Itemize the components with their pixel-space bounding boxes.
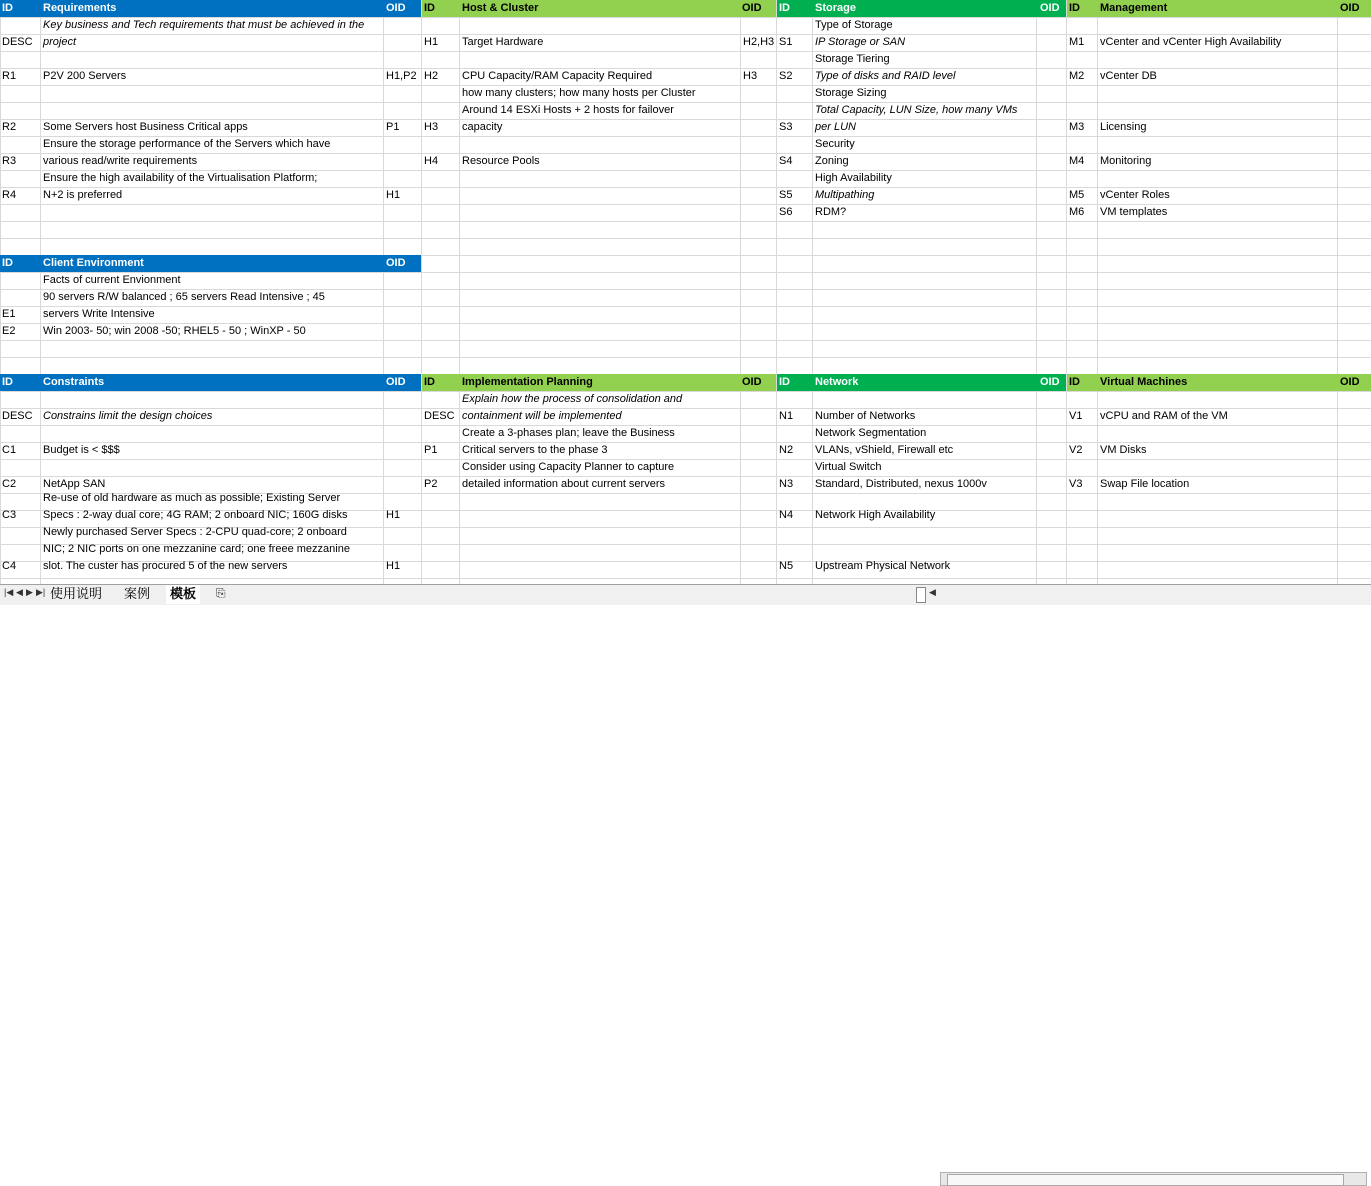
cell[interactable]: H3 <box>424 121 439 133</box>
cell[interactable]: NIC; 2 NIC ports on one mezzanine card; one freee mezzanine <box>43 543 350 555</box>
cell[interactable]: C3 <box>2 509 17 521</box>
host-cluster-header: ID Host & Cluster OID <box>422 0 776 17</box>
cell[interactable]: DESC <box>424 410 455 422</box>
virtual-machines-header: ID Virtual Machines OID <box>1067 374 1371 391</box>
sheet-tab-example[interactable]: 案例 <box>124 586 151 601</box>
cell[interactable]: Virtual Switch <box>815 461 882 473</box>
network-header: ID Network OID <box>777 374 1066 391</box>
requirements-header: ID Requirements OID <box>0 0 421 17</box>
last-sheet-icon[interactable]: ▶| <box>36 587 46 597</box>
cell[interactable]: Zoning <box>815 155 849 167</box>
cell[interactable]: Storage Tiering <box>815 53 890 65</box>
cell[interactable]: H4 <box>424 155 439 167</box>
cell[interactable]: vCenter Roles <box>1100 189 1170 201</box>
cell[interactable]: S4 <box>779 155 793 167</box>
cell[interactable]: project <box>43 36 77 48</box>
cell[interactable]: H1 <box>386 560 401 572</box>
cell[interactable]: how many clusters; how many hosts per Cluster <box>462 87 696 99</box>
cell[interactable]: VM templates <box>1100 206 1168 218</box>
cell[interactable]: Resource Pools <box>462 155 540 167</box>
cell[interactable]: DESC <box>2 410 33 422</box>
cell[interactable]: Network Segmentation <box>815 427 927 439</box>
management-header: ID Management OID <box>1067 0 1371 17</box>
client-environment-header: ID Client Environment OID <box>0 255 421 272</box>
cell[interactable]: Facts of current Envionment <box>43 274 181 286</box>
cell[interactable]: Explain how the process of consolidation and <box>462 393 683 405</box>
cell[interactable]: Monitoring <box>1100 155 1152 167</box>
cell[interactable]: various read/write requirements <box>43 155 198 167</box>
cell[interactable]: Critical servers to the phase 3 <box>462 444 608 456</box>
cell[interactable]: V3 <box>1069 478 1083 490</box>
cell[interactable]: Type of disks and RAID level <box>815 70 956 82</box>
cell[interactable]: Ensure the high availability of the Virtualisation Platform; <box>43 172 318 184</box>
cell[interactable]: R3 <box>2 155 17 167</box>
cell[interactable]: per LUN <box>815 121 856 133</box>
cell[interactable]: CPU Capacity/RAM Capacity Required <box>462 70 653 82</box>
cell[interactable]: VM Disks <box>1100 444 1147 456</box>
cell[interactable]: 90 servers R/W balanced ; 65 servers Read Intensive ; 45 <box>43 291 325 303</box>
cell[interactable]: Constrains limit the design choices <box>43 410 213 422</box>
cell[interactable]: C4 <box>2 560 17 572</box>
cell[interactable]: Licensing <box>1100 121 1147 133</box>
cell[interactable]: Upstream Physical Network <box>815 560 951 572</box>
implementation-planning-header: ID Implementation Planning OID <box>422 374 776 391</box>
cell[interactable]: Consider using Capacity Planner to capture <box>462 461 675 473</box>
split-handle[interactable] <box>916 587 926 603</box>
cell[interactable]: detailed information about current servers <box>462 478 665 490</box>
cell[interactable]: Multipathing <box>815 189 875 201</box>
cell[interactable]: P1 <box>386 121 400 133</box>
cell[interactable]: Storage Sizing <box>815 87 887 99</box>
scrollbar-thumb[interactable] <box>947 1174 1344 1186</box>
cell[interactable]: H2 <box>424 70 439 82</box>
scroll-left-icon[interactable]: ◀ <box>929 587 936 597</box>
cell[interactable]: Target Hardware <box>462 36 544 48</box>
insert-sheet-icon[interactable]: ⎘ <box>216 586 226 600</box>
cell[interactable]: Type of Storage <box>815 19 893 31</box>
spreadsheet-grid[interactable] <box>0 0 1371 584</box>
cell[interactable]: Create a 3-phases plan; leave the Business <box>462 427 675 439</box>
cell[interactable]: H1,P2 <box>386 70 417 82</box>
cell[interactable]: NetApp SAN <box>43 478 106 490</box>
cell[interactable]: Some Servers host Business Critical apps <box>43 121 248 133</box>
cell[interactable]: vCenter and vCenter High Availability <box>1100 36 1282 48</box>
cell[interactable]: servers Write Intensive <box>43 308 155 320</box>
cell[interactable]: C1 <box>2 444 17 456</box>
cell[interactable]: Swap File location <box>1100 478 1190 490</box>
cell[interactable]: containment will be implemented <box>462 410 622 422</box>
cell[interactable]: S1 <box>779 36 793 48</box>
cell[interactable]: Re-use of old hardware as much as possible; Existing Server <box>43 492 341 504</box>
cell[interactable]: V1 <box>1069 410 1083 422</box>
cell[interactable]: M3 <box>1069 121 1085 133</box>
sheet-tab-instructions[interactable]: 使用说明 <box>50 586 103 601</box>
cell[interactable]: Key business and Tech requirements that must be achieved in the <box>43 19 365 31</box>
cell[interactable]: E1 <box>2 308 16 320</box>
sheet-tab-bar <box>0 584 1371 605</box>
cell[interactable]: Total Capacity, LUN Size, how many VMs <box>815 104 1018 116</box>
cell[interactable]: IP Storage or SAN <box>815 36 906 48</box>
cell[interactable]: vCenter DB <box>1100 70 1157 82</box>
cell[interactable]: R2 <box>2 121 17 133</box>
cell[interactable]: S2 <box>779 70 793 82</box>
cell[interactable]: N+2 is preferred <box>43 189 123 201</box>
cell[interactable]: R4 <box>2 189 17 201</box>
storage-header: ID Storage OID <box>777 0 1066 17</box>
cell[interactable]: H3 <box>743 70 758 82</box>
cell[interactable]: Budget is < $$$ <box>43 444 120 456</box>
cell[interactable]: Newly purchased Server Specs : 2-CPU quad-core; 2 onboard <box>43 526 347 538</box>
cell[interactable]: RDM? <box>815 206 847 218</box>
horizontal-scrollbar[interactable] <box>940 1172 1367 1186</box>
next-sheet-icon[interactable]: ▶ <box>26 587 33 597</box>
cell[interactable]: M6 <box>1069 206 1085 218</box>
cell[interactable]: R1 <box>2 70 17 82</box>
cell[interactable]: Number of Networks <box>815 410 916 422</box>
cell[interactable]: C2 <box>2 478 17 490</box>
cell[interactable]: P2V 200 Servers <box>43 70 127 82</box>
cell[interactable]: VLANs, vShield, Firewall etc <box>815 444 954 456</box>
cell[interactable]: H1 <box>424 36 439 48</box>
cell[interactable]: H2,H3 <box>743 36 775 48</box>
cell[interactable]: High Availability <box>815 172 892 184</box>
cell[interactable]: N3 <box>779 478 794 490</box>
sheet-tab-template[interactable]: 模板 <box>166 585 200 604</box>
cell[interactable]: Win 2003- 50; win 2008 -50; RHEL5 - 50 ; WinXP - 50 <box>43 325 306 337</box>
first-sheet-icon[interactable]: |◀ <box>4 587 14 597</box>
cell[interactable]: capacity <box>462 121 503 133</box>
cell[interactable]: S5 <box>779 189 793 201</box>
cell[interactable]: vCPU and RAM of the VM <box>1100 410 1228 422</box>
prev-sheet-icon[interactable]: ◀ <box>16 587 23 597</box>
cell[interactable]: N4 <box>779 509 794 521</box>
cell[interactable]: M4 <box>1069 155 1085 167</box>
cell[interactable]: N2 <box>779 444 794 456</box>
cell[interactable]: Specs : 2-way dual core; 4G RAM; 2 onboard NIC; 160G disks <box>43 509 348 521</box>
cell[interactable]: M5 <box>1069 189 1085 201</box>
cell[interactable]: DESC <box>2 36 33 48</box>
cell[interactable]: Around 14 ESXi Hosts + 2 hosts for failover <box>462 104 674 116</box>
cell[interactable]: Network High Availability <box>815 509 936 521</box>
constraints-header: ID Constraints OID <box>0 374 421 391</box>
cell[interactable]: V2 <box>1069 444 1083 456</box>
cell[interactable]: P1 <box>424 444 438 456</box>
cell[interactable]: E2 <box>2 325 16 337</box>
cell[interactable]: Security <box>815 138 855 150</box>
cell[interactable]: slot. The custer has procured 5 of the new servers <box>43 560 288 572</box>
cell[interactable]: H1 <box>386 189 401 201</box>
cell[interactable]: P2 <box>424 478 438 490</box>
cell[interactable]: M1 <box>1069 36 1085 48</box>
cell[interactable]: Standard, Distributed, nexus 1000v <box>815 478 987 490</box>
cell[interactable]: S3 <box>779 121 793 133</box>
cell[interactable]: N5 <box>779 560 794 572</box>
cell[interactable]: S6 <box>779 206 793 218</box>
cell[interactable]: Ensure the storage performance of the Servers which have <box>43 138 331 150</box>
cell[interactable]: M2 <box>1069 70 1085 82</box>
cell[interactable]: N1 <box>779 410 794 422</box>
cell[interactable]: H1 <box>386 509 401 521</box>
